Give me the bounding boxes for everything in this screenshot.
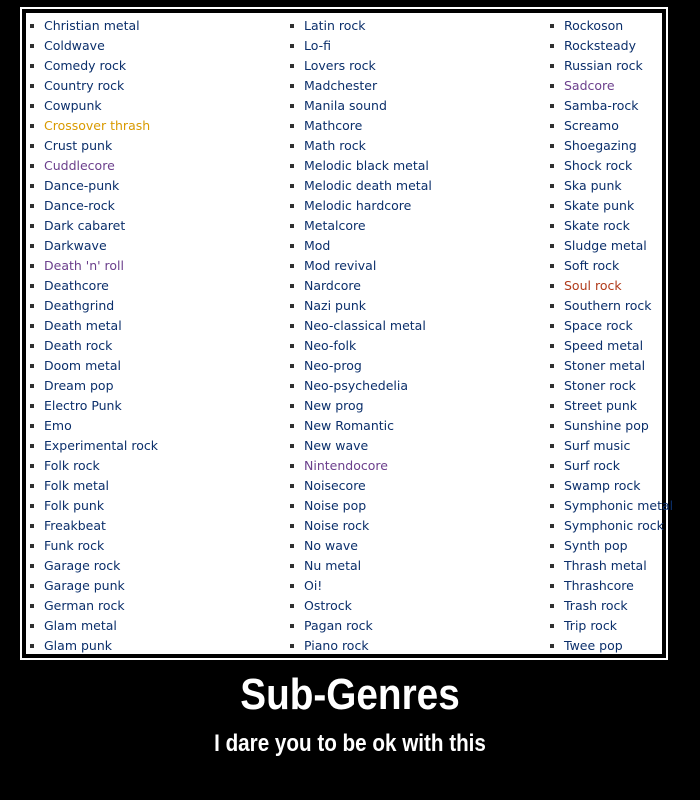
genre-link[interactable]	[546, 556, 673, 576]
genre-link[interactable]	[26, 236, 158, 256]
bullet-icon	[290, 404, 294, 408]
genre-link[interactable]	[26, 16, 158, 36]
genre-link[interactable]	[286, 396, 432, 416]
genre-label: Comedy rock	[44, 58, 127, 73]
bullet-icon	[290, 44, 294, 48]
bullet-icon	[290, 524, 294, 528]
bullet-icon	[290, 324, 294, 328]
poster-title: Sub-Genres	[240, 670, 460, 719]
genre-link[interactable]	[546, 456, 673, 476]
bullet-icon	[290, 364, 294, 368]
genre-link[interactable]	[546, 156, 673, 176]
genre-link[interactable]	[26, 636, 158, 656]
bullet-icon	[550, 584, 554, 588]
bullet-icon	[290, 544, 294, 548]
genre-label: Nardcore	[304, 278, 361, 293]
genre-link[interactable]	[26, 316, 158, 336]
genre-label: Shock rock	[564, 158, 633, 173]
bullet-icon	[550, 44, 554, 48]
genre-link[interactable]	[546, 496, 673, 516]
bullet-icon	[290, 24, 294, 28]
genre-link[interactable]	[286, 96, 432, 116]
bullet-icon	[290, 564, 294, 568]
genre-link[interactable]	[26, 256, 158, 276]
bullet-icon	[30, 324, 34, 328]
bullet-icon	[550, 324, 554, 328]
genre-link[interactable]	[546, 476, 673, 496]
genre-label: Stoner metal	[564, 358, 646, 373]
bullet-icon	[290, 104, 294, 108]
genre-label: Thrash metal	[564, 558, 647, 573]
genre-label: No wave	[304, 538, 358, 553]
genre-link[interactable]	[546, 236, 673, 256]
genre-column-1	[26, 16, 158, 656]
genre-label: Piano rock	[304, 638, 369, 653]
bullet-icon	[30, 364, 34, 368]
genre-link[interactable]	[546, 576, 673, 596]
genre-label: Nu metal	[304, 558, 362, 573]
genre-label: Math rock	[304, 138, 366, 153]
genre-link[interactable]	[286, 556, 432, 576]
genre-link[interactable]	[546, 176, 673, 196]
bullet-icon	[550, 464, 554, 468]
genre-link[interactable]	[546, 536, 673, 556]
bullet-icon	[550, 64, 554, 68]
bullet-icon	[550, 104, 554, 108]
bullet-icon	[30, 124, 34, 128]
genre-link[interactable]	[546, 516, 673, 536]
bullet-icon	[550, 364, 554, 368]
bullet-icon	[290, 624, 294, 628]
genre-link[interactable]	[286, 416, 432, 436]
genre-link[interactable]	[26, 116, 158, 136]
bullet-icon	[290, 304, 294, 308]
genre-link[interactable]	[546, 136, 673, 156]
bullet-icon	[290, 124, 294, 128]
genre-link[interactable]	[286, 76, 432, 96]
bullet-icon	[30, 604, 34, 608]
bullet-icon	[290, 444, 294, 448]
genre-label: Doom metal	[44, 358, 121, 373]
genre-label: Noisecore	[304, 478, 366, 493]
bullet-icon	[30, 24, 34, 28]
bullet-icon	[30, 624, 34, 628]
genre-link[interactable]	[26, 76, 158, 96]
genre-label: Neo-psychedelia	[304, 378, 408, 393]
genre-column-3	[546, 16, 673, 656]
genre-label: Cowpunk	[44, 98, 102, 113]
genre-label: Melodic hardcore	[304, 198, 412, 213]
genre-label: Deathgrind	[44, 298, 115, 313]
bullet-icon	[30, 464, 34, 468]
genre-label: Folk rock	[44, 458, 100, 473]
bullet-icon	[30, 164, 34, 168]
bullet-icon	[290, 224, 294, 228]
bullet-icon	[550, 604, 554, 608]
genre-link[interactable]	[26, 476, 158, 496]
genre-label: Symphonic metal	[564, 498, 674, 513]
genre-link[interactable]	[26, 276, 158, 296]
genre-label: Darkwave	[44, 238, 107, 253]
genre-link[interactable]	[546, 336, 673, 356]
genre-label: Twee pop	[564, 638, 623, 653]
genre-link[interactable]	[26, 36, 158, 56]
bullet-icon	[30, 144, 34, 148]
genre-link[interactable]	[546, 56, 673, 76]
genre-label: New prog	[304, 398, 364, 413]
bullet-icon	[290, 244, 294, 248]
genre-label: Neo-folk	[304, 338, 357, 353]
genre-link[interactable]	[546, 16, 673, 36]
genre-link[interactable]	[286, 176, 432, 196]
genre-link[interactable]	[26, 436, 158, 456]
genre-link[interactable]	[286, 536, 432, 556]
bullet-icon	[30, 244, 34, 248]
genre-link[interactable]	[26, 216, 158, 236]
genre-link[interactable]	[546, 616, 673, 636]
bullet-icon	[290, 164, 294, 168]
bullet-icon	[30, 644, 34, 648]
bullet-icon	[30, 184, 34, 188]
genre-link[interactable]	[286, 236, 432, 256]
genre-label: Lovers rock	[304, 58, 376, 73]
genre-link[interactable]	[286, 376, 432, 396]
genre-label: Swamp rock	[564, 478, 641, 493]
genre-link[interactable]	[286, 516, 432, 536]
genre-label: Freakbeat	[44, 518, 106, 533]
genre-link[interactable]	[546, 396, 673, 416]
bullet-icon	[550, 304, 554, 308]
genre-label: Trash rock	[564, 598, 628, 613]
bullet-icon	[30, 104, 34, 108]
genre-link[interactable]	[546, 376, 673, 396]
genre-link[interactable]	[26, 596, 158, 616]
genre-link[interactable]	[26, 296, 158, 316]
genre-link[interactable]	[286, 336, 432, 356]
genre-label: Melodic death metal	[304, 178, 432, 193]
bullet-icon	[550, 124, 554, 128]
genre-label: Garage rock	[44, 558, 121, 573]
genre-label: Rockoson	[564, 18, 624, 33]
genre-label: Russian rock	[564, 58, 643, 73]
genre-label: Mod	[304, 238, 331, 253]
genre-label: Electro Punk	[44, 398, 122, 413]
bullet-icon	[30, 444, 34, 448]
genre-link[interactable]	[26, 136, 158, 156]
bullet-icon	[290, 504, 294, 508]
genre-link[interactable]	[546, 436, 673, 456]
bullet-icon	[550, 144, 554, 148]
genre-link[interactable]	[546, 416, 673, 436]
bullet-icon	[550, 184, 554, 188]
genre-label: Mathcore	[304, 118, 363, 133]
genre-label: Nazi punk	[304, 298, 367, 313]
genre-link[interactable]	[286, 576, 432, 596]
bullet-icon	[290, 64, 294, 68]
genre-label: Cuddlecore	[44, 158, 115, 173]
genre-label: Soft rock	[564, 258, 620, 273]
genre-label: Street punk	[564, 398, 637, 413]
bullet-icon	[550, 344, 554, 348]
genre-link[interactable]	[26, 96, 158, 116]
genre-label: Crossover thrash	[44, 118, 151, 133]
genre-label: Experimental rock	[44, 438, 158, 453]
bullet-icon	[30, 584, 34, 588]
bullet-icon	[550, 84, 554, 88]
genre-label: Dream pop	[44, 378, 114, 393]
genre-link[interactable]	[546, 596, 673, 616]
bullet-icon	[550, 164, 554, 168]
genre-link[interactable]	[286, 296, 432, 316]
bullet-icon	[550, 644, 554, 648]
genre-link[interactable]	[286, 616, 432, 636]
bullet-icon	[30, 524, 34, 528]
bullet-icon	[550, 444, 554, 448]
genre-link[interactable]	[286, 196, 432, 216]
genre-link[interactable]	[546, 196, 673, 216]
bullet-icon	[550, 244, 554, 248]
genre-label: Trip rock	[564, 618, 617, 633]
genre-link[interactable]	[546, 356, 673, 376]
bullet-icon	[550, 224, 554, 228]
genre-label: Lo-fi	[304, 38, 332, 53]
bullet-icon	[290, 584, 294, 588]
genre-label: Dance-punk	[44, 178, 120, 193]
genre-link[interactable]	[286, 356, 432, 376]
bullet-icon	[290, 424, 294, 428]
genre-link[interactable]	[286, 56, 432, 76]
genre-link[interactable]	[286, 116, 432, 136]
genre-label: Christian metal	[44, 18, 140, 33]
genre-label: Skate rock	[564, 218, 630, 233]
genre-label: Dark cabaret	[44, 218, 126, 233]
genre-label: Nintendocore	[304, 458, 388, 473]
bullet-icon	[30, 504, 34, 508]
genre-link[interactable]	[546, 116, 673, 136]
genre-link[interactable]	[26, 536, 158, 556]
genre-link[interactable]	[286, 596, 432, 616]
genre-label: Shoegazing	[564, 138, 637, 153]
bullet-icon	[550, 424, 554, 428]
genre-label: Sludge metal	[564, 238, 647, 253]
genre-link[interactable]	[286, 216, 432, 236]
bullet-icon	[550, 404, 554, 408]
genre-link[interactable]	[26, 356, 158, 376]
genre-label: Funk rock	[44, 538, 105, 553]
genre-label: Surf music	[564, 438, 631, 453]
bullet-icon	[290, 204, 294, 208]
genre-label: Screamo	[564, 118, 619, 133]
genre-label: Skate punk	[564, 198, 635, 213]
genre-link[interactable]	[546, 316, 673, 336]
bullet-icon	[30, 264, 34, 268]
genre-link[interactable]	[26, 56, 158, 76]
genre-link[interactable]	[546, 636, 673, 656]
bullet-icon	[30, 44, 34, 48]
bullet-icon	[30, 224, 34, 228]
genre-link[interactable]	[26, 556, 158, 576]
genre-list-panel	[26, 13, 674, 654]
screenshot-frame	[20, 7, 674, 660]
genre-label: Dance-rock	[44, 198, 115, 213]
genre-label: Ska punk	[564, 178, 622, 193]
poster-subtitle: I dare you to be ok with this	[214, 730, 486, 757]
genre-label: Southern rock	[564, 298, 652, 313]
genre-label: Folk metal	[44, 478, 109, 493]
genre-label: Folk punk	[44, 498, 105, 513]
genre-label: Mod revival	[304, 258, 377, 273]
genre-label: German rock	[44, 598, 125, 613]
genre-link[interactable]	[286, 156, 432, 176]
genre-link[interactable]	[286, 136, 432, 156]
genre-link[interactable]	[286, 16, 432, 36]
bullet-icon	[290, 184, 294, 188]
bullet-icon	[550, 284, 554, 288]
bullet-icon	[550, 264, 554, 268]
bullet-icon	[30, 384, 34, 388]
genre-label: New Romantic	[304, 418, 395, 433]
bullet-icon	[290, 84, 294, 88]
bullet-icon	[290, 264, 294, 268]
bullet-icon	[550, 544, 554, 548]
genre-label: Deathcore	[44, 278, 109, 293]
genre-link[interactable]	[546, 36, 673, 56]
genre-label: Country rock	[44, 78, 125, 93]
genre-link[interactable]	[286, 636, 432, 656]
genre-label: Glam punk	[44, 638, 112, 653]
bullet-icon	[550, 504, 554, 508]
genre-label: Melodic black metal	[304, 158, 429, 173]
genre-label: Glam metal	[44, 618, 117, 633]
genre-label: Neo-prog	[304, 358, 362, 373]
bullet-icon	[550, 484, 554, 488]
bullet-icon	[550, 564, 554, 568]
genre-label: Soul rock	[564, 278, 622, 293]
genre-label: Garage punk	[44, 578, 125, 593]
bullet-icon	[30, 84, 34, 88]
genre-label: Manila sound	[304, 98, 387, 113]
genre-label: Oi!	[304, 578, 323, 593]
bullet-icon	[30, 304, 34, 308]
genre-link[interactable]	[26, 496, 158, 516]
genre-link[interactable]	[26, 156, 158, 176]
genre-label: Samba-rock	[564, 98, 639, 113]
genre-label: Symphonic rock	[564, 518, 664, 533]
genre-label: Sadcore	[564, 78, 615, 93]
genre-label: Noise rock	[304, 518, 370, 533]
genre-label: Madchester	[304, 78, 378, 93]
genre-link[interactable]	[286, 476, 432, 496]
genre-link[interactable]	[546, 256, 673, 276]
genre-label: Crust punk	[44, 138, 113, 153]
genre-link[interactable]	[26, 416, 158, 436]
bullet-icon	[30, 564, 34, 568]
genre-link[interactable]	[26, 576, 158, 596]
genre-link[interactable]	[286, 276, 432, 296]
genre-link[interactable]	[26, 336, 158, 356]
genre-label: New wave	[304, 438, 369, 453]
bullet-icon	[30, 424, 34, 428]
genre-label: Coldwave	[44, 38, 105, 53]
bullet-icon	[290, 484, 294, 488]
genre-label: Death 'n' roll	[44, 258, 124, 273]
genre-link[interactable]	[286, 456, 432, 476]
genre-link[interactable]	[286, 436, 432, 456]
genre-link[interactable]	[286, 36, 432, 56]
genre-label: Pagan rock	[304, 618, 373, 633]
bullet-icon	[290, 604, 294, 608]
bullet-icon	[30, 544, 34, 548]
genre-label: Speed metal	[564, 338, 644, 353]
genre-label: Death metal	[44, 318, 122, 333]
bullet-icon	[290, 644, 294, 648]
genre-label: Thrashcore	[564, 578, 634, 593]
bullet-icon	[550, 384, 554, 388]
genre-label: Metalcore	[304, 218, 366, 233]
genre-link[interactable]	[546, 216, 673, 236]
bullet-icon	[550, 524, 554, 528]
genre-label: Stoner rock	[564, 378, 636, 393]
bullet-icon	[290, 464, 294, 468]
genre-label: Ostrock	[304, 598, 352, 613]
bullet-icon	[550, 24, 554, 28]
genre-link[interactable]	[286, 256, 432, 276]
bullet-icon	[550, 624, 554, 628]
genre-label: Latin rock	[304, 18, 366, 33]
bullet-icon	[290, 344, 294, 348]
bullet-icon	[550, 204, 554, 208]
bullet-icon	[30, 64, 34, 68]
genre-link[interactable]	[26, 616, 158, 636]
genre-link[interactable]	[546, 276, 673, 296]
genre-link[interactable]	[26, 456, 158, 476]
genre-link[interactable]	[26, 396, 158, 416]
genre-link[interactable]	[286, 316, 432, 336]
bullet-icon	[30, 204, 34, 208]
genre-link[interactable]	[26, 196, 158, 216]
genre-label: Space rock	[564, 318, 633, 333]
genre-label: Noise pop	[304, 498, 367, 513]
genre-label: Rocksteady	[564, 38, 636, 53]
genre-link[interactable]	[26, 176, 158, 196]
genre-link[interactable]	[26, 516, 158, 536]
genre-link[interactable]	[546, 296, 673, 316]
bullet-icon	[290, 384, 294, 388]
bullet-icon	[30, 344, 34, 348]
bullet-icon	[30, 284, 34, 288]
genre-link[interactable]	[26, 376, 158, 396]
genre-link[interactable]	[286, 496, 432, 516]
genre-label: Sunshine pop	[564, 418, 649, 433]
bullet-icon	[30, 404, 34, 408]
genre-label: Death rock	[44, 338, 113, 353]
genre-link[interactable]	[546, 96, 673, 116]
genre-column-2	[286, 16, 432, 656]
bullet-icon	[30, 484, 34, 488]
genre-label: Surf rock	[564, 458, 620, 473]
genre-label: Neo-classical metal	[304, 318, 426, 333]
bullet-icon	[290, 284, 294, 288]
genre-label: Synth pop	[564, 538, 628, 553]
genre-label: Emo	[44, 418, 72, 433]
bullet-icon	[290, 144, 294, 148]
genre-link[interactable]	[546, 76, 673, 96]
